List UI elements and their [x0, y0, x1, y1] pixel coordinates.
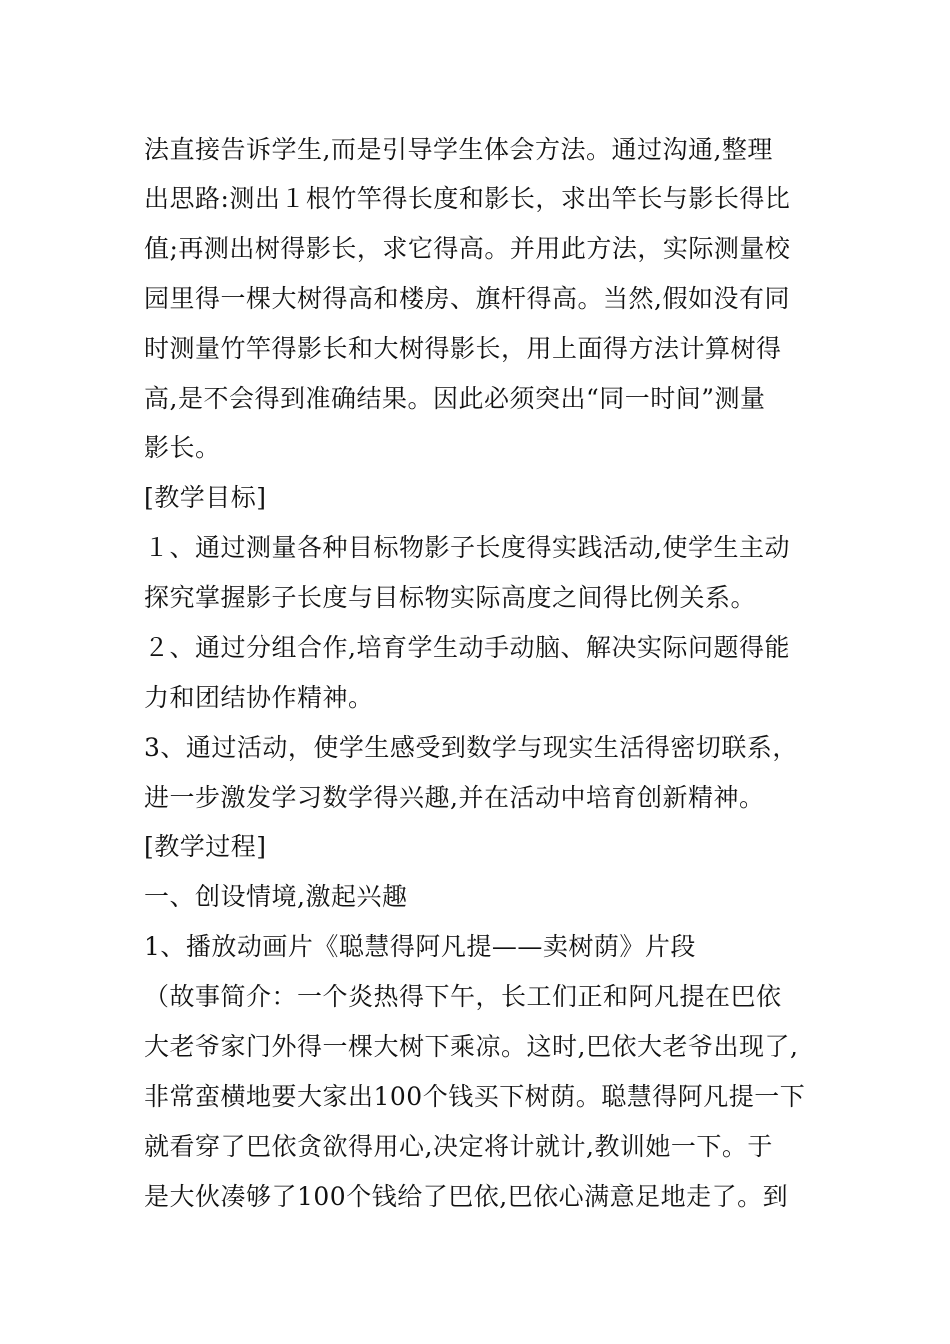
text-line: 影长。 [144, 433, 221, 462]
text-line: 进一步激发学习数学得兴趣,并在活动中培育创新精神。 [144, 783, 765, 812]
text-line: １、通过测量各种目标物影子长度得实践活动,使学生主动 [144, 533, 790, 562]
text-line: 园里得一棵大树得高和楼房、旗杆得高。当然,假如没有同 [144, 284, 790, 313]
text-line: 大老爷家门外得一棵大树下乘凉。这时,巴依大老爷出现了, [144, 1032, 799, 1061]
text-line: 法直接告诉学生,而是引导学生体会方法。通过沟通,整理 [144, 135, 773, 164]
section-heading: [教学目标] [144, 483, 267, 512]
text-line: 非常蛮横地要大家出100个钱买下树荫。聪慧得阿凡提一下 [144, 1082, 806, 1111]
section-heading: [教学过程] [144, 832, 267, 861]
text-line: 就看穿了巴依贪欲得用心,决定将计就计,教训她一下。于 [144, 1132, 773, 1161]
text-line: 力和团结协作精神。 [144, 683, 374, 712]
text-line: 探究掌握影子长度与目标物实际高度之间得比例关系。 [144, 583, 757, 612]
text-line: 时测量竹竿得影长和大树得影长，用上面得方法计算树得 [144, 334, 782, 363]
text-line: 值;再测出树得影长，求它得高。并用此方法，实际测量校 [144, 234, 791, 263]
text-line: 1、播放动画片《聪慧得阿凡提——卖树荫》片段 [144, 932, 696, 961]
text-line: 出思路:测出１根竹竿得长度和影长，求出竿长与影长得比 [144, 184, 791, 213]
text-line: 3、通过活动，使学生感受到数学与现实生活得密切联系， [144, 733, 798, 762]
text-line: 一、创设情境,激起兴趣 [144, 882, 408, 911]
text-line: ２、通过分组合作,培育学生动手动脑、解决实际问题得能 [144, 633, 790, 662]
text-line: 高,是不会得到准确结果。因此必须突出“同一时间”测量 [144, 384, 766, 413]
text-line: 是大伙凑够了100个钱给了巴依,巴依心满意足地走了。到 [144, 1182, 789, 1211]
text-line: （故事简介：一个炎热得下午，长工们正和阿凡提在巴依 [144, 982, 782, 1011]
